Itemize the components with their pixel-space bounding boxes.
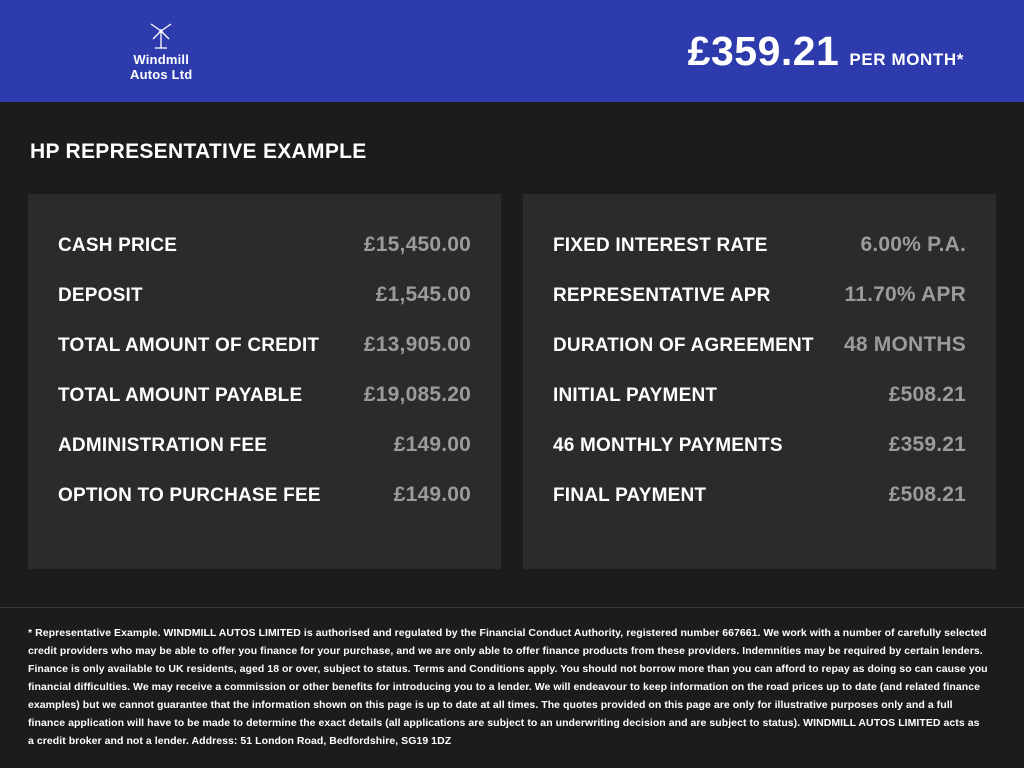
row-label: REPRESENTATIVE APR: [553, 285, 771, 306]
left-detail-panel: [28, 194, 501, 569]
page-header: [0, 0, 1024, 102]
row-value: £508.21: [888, 483, 966, 506]
table-row: [58, 470, 471, 520]
table-row: [553, 270, 966, 320]
row-value: £13,905.00: [363, 333, 471, 356]
row-label: TOTAL AMOUNT OF CREDIT: [58, 335, 320, 356]
right-detail-panel: [523, 194, 996, 569]
row-value: £149.00: [393, 483, 471, 506]
row-label: 46 MONTHLY PAYMENTS: [553, 435, 783, 456]
price-amount: £359.21: [687, 27, 840, 74]
table-row: [58, 420, 471, 470]
row-label: CASH PRICE: [58, 235, 178, 256]
page-footer: [0, 607, 1024, 768]
table-row: [553, 420, 966, 470]
row-value: £149.00: [393, 433, 471, 456]
table-row: [58, 270, 471, 320]
brand-logo[interactable]: [130, 20, 192, 83]
row-label: OPTION TO PURCHASE FEE: [58, 485, 321, 506]
table-row: [553, 370, 966, 420]
windmill-icon: [144, 20, 178, 53]
brand-name-line1: Windmill: [133, 51, 190, 67]
row-value: £359.21: [888, 433, 966, 456]
row-value: 6.00% P.A.: [860, 233, 966, 256]
detail-panels: [28, 194, 996, 569]
row-value: £19,085.20: [363, 383, 471, 406]
row-label: DURATION OF AGREEMENT: [553, 335, 814, 356]
table-row: [58, 220, 471, 270]
monthly-price: [687, 27, 964, 74]
brand-name-line2: Autos Ltd: [130, 66, 193, 82]
table-row: [553, 320, 966, 370]
disclaimer-text: * Representative Example. WINDMILL AUTOS LIMITED is authorised and regulated by the Financial Conduct Authority, registered number 667661. We work with a number of carefully selected credit providers who may be able to offer you finance for your purchase, and we are only able to offer finance products from these providers. Indemnities may be required by certain lenders. Finance is only available to UK residents, aged 18 or over, subject to status. Terms and Conditions apply. You should not borrow more than you can afford to repay as doing so can cause you financial difficulties. We may receive a commission or other benefits for introducing you to a lender. We will endeavour to keep information on the road prices up to date (and related finance examples) but we cannot guarantee that the information shown on this page is up to date at all times. The quotes provided on this page are only for illustrative purposes only and a full finance application will have to be made to determine the exact details (all applications are subject to an underwriting decision and are subject to status). WINDMILL AUTOS LIMITED acts as a credit broker and not a lender. Address: 51 London Road, Bedfordshire, SG19 1DZ: [28, 626, 988, 747]
table-row: [58, 320, 471, 370]
row-value: £15,450.00: [363, 233, 471, 256]
row-value: 11.70% APR: [844, 283, 966, 306]
table-row: [553, 220, 966, 270]
row-label: FIXED INTEREST RATE: [553, 235, 768, 256]
main-content: [0, 102, 1024, 585]
row-label: INITIAL PAYMENT: [553, 385, 718, 406]
row-value: 48 MONTHS: [844, 333, 966, 356]
table-row: [58, 370, 471, 420]
price-period: PER MONTH*: [849, 49, 964, 69]
table-row: [553, 470, 966, 520]
row-label: FINAL PAYMENT: [553, 485, 707, 506]
row-label: DEPOSIT: [58, 285, 143, 306]
page-title: HP REPRESENTATIVE EXAMPLE: [30, 140, 367, 163]
row-value: £1,545.00: [375, 283, 471, 306]
row-label: ADMINISTRATION FEE: [58, 435, 268, 456]
row-value: £508.21: [888, 383, 966, 406]
row-label: TOTAL AMOUNT PAYABLE: [58, 385, 303, 406]
